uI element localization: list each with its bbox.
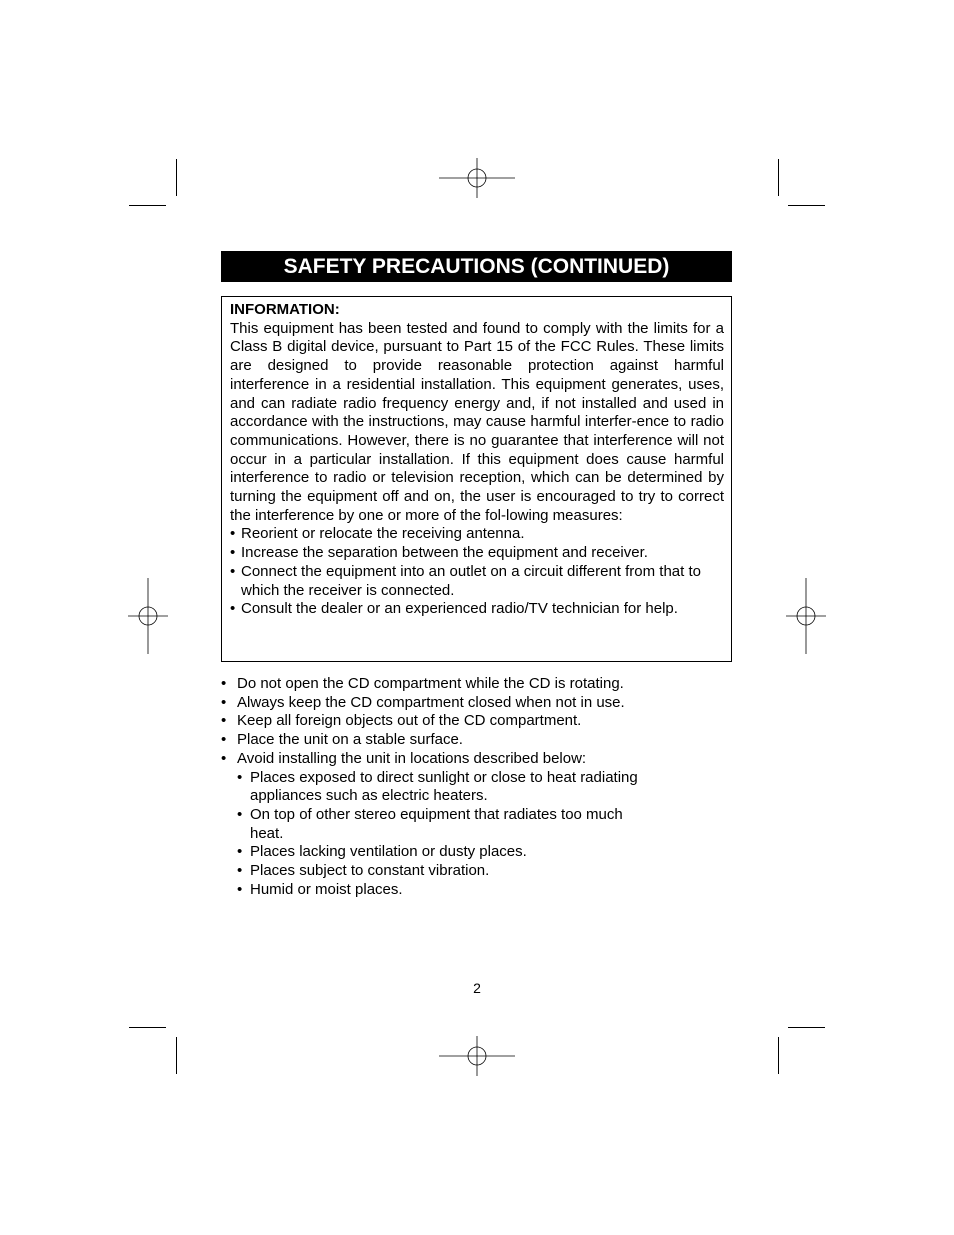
crop-mark-bottom-left-vertical bbox=[176, 1037, 177, 1074]
bullet-icon: • bbox=[221, 693, 227, 711]
list-item-text: Humid or moist places. bbox=[250, 880, 403, 898]
information-heading: INFORMATION: bbox=[230, 301, 340, 318]
list-item-text: On top of other stereo equipment that radiates too much heat. bbox=[250, 805, 623, 842]
page-title: SAFETY PRECAUTIONS (CONTINUED) bbox=[221, 251, 732, 282]
list-item bbox=[221, 694, 741, 713]
list-item-text: Avoid installing the unit in locations described below: bbox=[237, 749, 587, 767]
list-item bbox=[230, 600, 724, 619]
list-item bbox=[221, 675, 741, 694]
page-number: 2 bbox=[473, 980, 481, 996]
information-box bbox=[221, 296, 732, 662]
crop-mark-bottom-left-horizontal bbox=[129, 1027, 166, 1028]
crop-mark-bottom-right-horizontal bbox=[788, 1027, 825, 1028]
precautions-list bbox=[221, 675, 741, 899]
registration-mark-top bbox=[439, 158, 515, 198]
list-item-text: Reorient or relocate the receiving antenna. bbox=[241, 525, 525, 543]
bullet-icon: • bbox=[221, 712, 227, 730]
list-item-text: Increase the separation between the equipment and receiver. bbox=[241, 544, 648, 562]
list-item-text: Places lacking ventilation or dusty places. bbox=[250, 843, 527, 861]
list-item bbox=[237, 769, 657, 806]
list-item-text: Places subject to constant vibration. bbox=[250, 862, 490, 880]
bullet-icon: • bbox=[221, 749, 227, 767]
list-item bbox=[230, 544, 724, 563]
crop-mark-top-left-horizontal bbox=[129, 205, 166, 206]
list-item bbox=[230, 525, 724, 544]
crop-mark-top-left-vertical bbox=[176, 159, 177, 196]
registration-mark-left bbox=[128, 578, 168, 654]
list-item-text: Do not open the CD compartment while the CD is rotating. bbox=[237, 675, 624, 692]
list-item-text: Connect the equipment into an outlet on a circuit different from that to which the receiver is connected. bbox=[241, 562, 701, 599]
measures-list bbox=[230, 525, 724, 619]
list-item bbox=[221, 750, 741, 900]
crop-mark-top-right-vertical bbox=[778, 159, 779, 196]
bullet-icon: • bbox=[237, 805, 243, 823]
information-content bbox=[230, 301, 724, 619]
crop-mark-bottom-right-vertical bbox=[778, 1037, 779, 1074]
bullet-icon: • bbox=[230, 544, 236, 562]
list-item-text: Place the unit on a stable surface. bbox=[237, 731, 463, 749]
bullet-icon: • bbox=[237, 880, 243, 898]
list-item bbox=[221, 731, 741, 750]
list-item bbox=[221, 712, 741, 731]
registration-mark-right bbox=[786, 578, 826, 654]
list-item-text: Always keep the CD compartment closed when not in use. bbox=[237, 693, 625, 711]
list-item-text: Consult the dealer or an experienced radio/TV technician for help. bbox=[241, 600, 678, 618]
registration-mark-bottom bbox=[439, 1036, 515, 1076]
bullet-icon: • bbox=[221, 731, 227, 749]
information-paragraph: This equipment has been tested and found to comply with the limits for a Class B digital device, pursuant to Part 15 of the FCC Rules. These limits are designed to provide reasonable protection against harmful interference in a residential installation. This equipment generates, uses, and can radiate radio frequency energy and, if not installed and used in accordance with the instructions, may cause harmful interfer-ence to radio communications. However, there is no guarantee that interference will not occur in a particular installation. If this equipment does cause harmful interference to radio or television reception, which can be determined by turning the equipment off and on, the user is encouraged to try to correct the interference by one or more of the fol-lowing measures: bbox=[230, 319, 724, 524]
bullet-icon: • bbox=[237, 768, 243, 786]
list-item bbox=[237, 881, 657, 900]
list-item-text: Places exposed to direct sunlight or close to heat radiating appliances such as electric heaters. bbox=[250, 768, 638, 805]
locations-list bbox=[237, 769, 657, 900]
bullet-icon: • bbox=[237, 843, 243, 861]
list-item bbox=[230, 563, 724, 600]
bullet-icon: • bbox=[230, 525, 236, 543]
bullet-icon: • bbox=[230, 562, 236, 580]
list-item bbox=[237, 843, 657, 862]
list-item bbox=[237, 862, 657, 881]
bullet-icon: • bbox=[237, 862, 243, 880]
bullet-icon: • bbox=[230, 600, 236, 618]
list-item bbox=[237, 806, 657, 843]
bullet-icon: • bbox=[221, 675, 227, 692]
crop-mark-top-right-horizontal bbox=[788, 205, 825, 206]
list-item-text: Keep all foreign objects out of the CD compartment. bbox=[237, 712, 582, 730]
